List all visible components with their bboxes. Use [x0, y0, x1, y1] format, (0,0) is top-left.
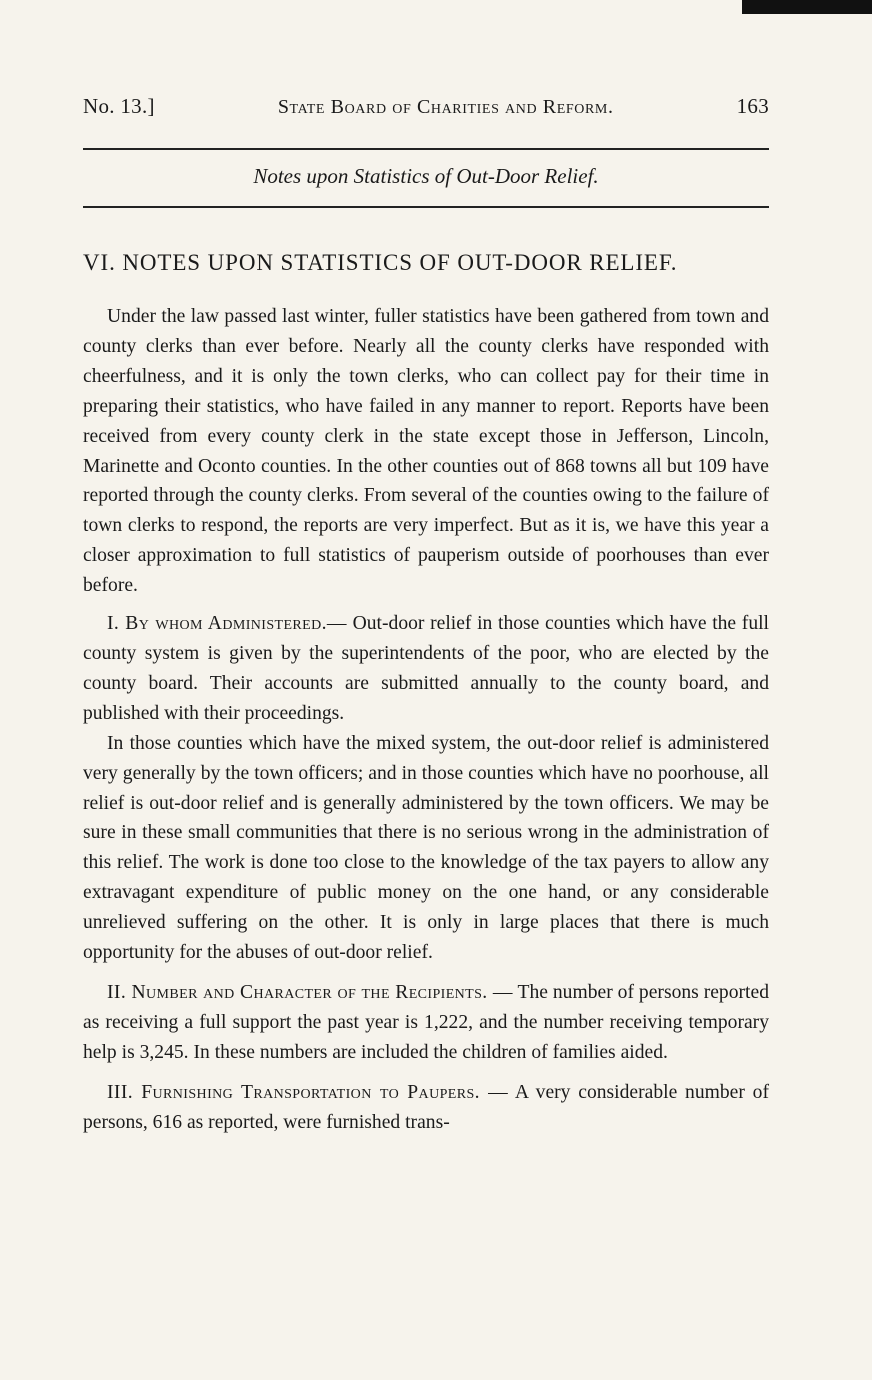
- subsection-heading-recipients: II. Number and Character of the Recipients. —: [107, 981, 513, 1003]
- document-number: No. 13.]: [83, 94, 155, 118]
- subsection-heading-transportation: III. Furnishing Transportation to Paupers. —: [107, 1081, 509, 1103]
- publication-title: State Board of Charities and Reform.: [277, 96, 614, 118]
- body-text: [83, 302, 769, 1137]
- paragraph-recipients: [83, 978, 769, 1068]
- bottom-rule: [83, 206, 769, 208]
- running-head: Notes upon Statistics of Out-Door Relief.: [253, 164, 599, 188]
- top-rule: [83, 148, 769, 150]
- paragraph-transportation: [83, 1078, 769, 1138]
- paragraph-administration-text: Out-door relief in those counties which have the full county system is given by the superintendents of the poor, who are elected by the county board. Their accounts are submitted annually to the county board, and published with their proceedings.: [83, 613, 770, 724]
- paragraph-mixed-system: In those counties which have the mixed system, the out-door relief is administered very generally by the town officers; and in those counties which have no poorhouse, all relief is out-door relief and is generally administered by the town officers. We may be sure in these small communities that there is no serious wrong in the administration of this relief. The work is done too close to the knowledge of the tax payers to allow any extravagant expenditure of public money on the one hand, or any considerable unrelieved suffering on the other. It is only in large places that there is much opportunity for the abuses of out-door relief.: [83, 732, 769, 964]
- subsection-heading-administration: I. By whom Administered.—: [107, 613, 347, 635]
- page-number: 163: [736, 94, 769, 118]
- scan-edge-mark: [742, 0, 872, 14]
- paragraph-recipients-text: The number of persons reported as receiving a full support the past year is 1,222, and the number receiving temporary help is 3,245. In these numbers are included the children of families aided.: [83, 981, 769, 1063]
- paragraph-transportation-text: A very considerable number of persons, 616 as reported, were furnished trans-: [83, 1081, 769, 1133]
- paragraph-intro: Under the law passed last winter, fuller statistics have been gathered from town and county clerks than ever before. Nearly all the county clerks have responded with cheerfulness, and it is only the town clerks, who can collect pay for their time in preparing their statistics, who have failed in any manner to report. Reports have been received from every county clerk in the state except those in Jefferson, Lincoln, Marinette and Oconto counties. In the other counties out of 868 towns all but 109 have reported through the county clerks. From several of the counties owing to the failure of town clerks to respond, the reports are very imperfect. But as it is, we have this year a closer approximation to full statistics of pauperism outside of poorhouses than ever before.: [83, 306, 769, 597]
- page-header: [83, 94, 769, 119]
- section-heading: VI. NOTES UPON STATISTICS OF OUT-DOOR RELIEF.: [83, 250, 678, 275]
- paragraph-administration: [83, 609, 769, 729]
